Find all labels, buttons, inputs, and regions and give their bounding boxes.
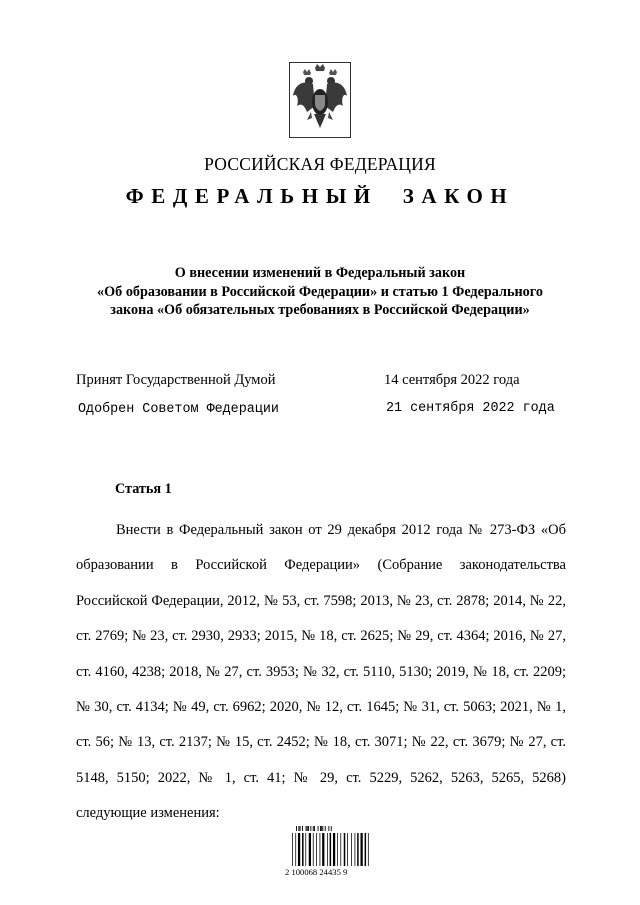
law-title-line: «Об образовании в Российской Федерации» и статью 1 Федерального (97, 283, 543, 300)
barcode-bar (292, 833, 293, 866)
barcode-header-bar (318, 826, 319, 831)
barcode-header-bar (310, 826, 311, 831)
barcode-bar (365, 833, 367, 866)
barcode-number: 2 100068 24435 9 (285, 867, 348, 877)
barcode-header-bar (302, 826, 303, 831)
barcode-bar (305, 833, 306, 866)
barcode-header-bar (308, 826, 309, 831)
barcode-header-bar (320, 826, 321, 831)
law-title-line: закона «Об обязательных требованиях в Российской Федерации» (110, 302, 530, 318)
barcode-bar (302, 833, 304, 866)
council-approval-label: Одобрен Советом Федерации (78, 402, 279, 417)
barcode-bar (327, 833, 328, 866)
barcode-bar (344, 833, 346, 866)
barcode-bar (316, 833, 317, 866)
barcode (284, 822, 372, 878)
barcode-header-bar (313, 826, 314, 831)
barcode-bar (298, 833, 300, 866)
barcode-bar (309, 833, 311, 866)
barcode-header-bar (296, 826, 297, 831)
barcode-bar (340, 833, 341, 866)
barcode-bar (337, 833, 338, 866)
law-title (60, 264, 580, 320)
barcode-bar (295, 833, 296, 866)
law-title-line: О внесении изменений в Федеральный закон (174, 265, 466, 281)
barcode-bar (361, 833, 363, 866)
barcode-bar (355, 833, 356, 866)
barcode-header-pattern (296, 826, 332, 831)
barcode-bar (322, 833, 324, 866)
barcode-bar (347, 833, 348, 866)
document-type: ФЕДЕРАЛЬНЫЙ ЗАКОН (125, 184, 515, 208)
barcode-header-bar (314, 826, 315, 831)
country-name: РОССИЙСКАЯ ФЕДЕРАЦИЯ (204, 154, 436, 174)
barcode-bar (333, 833, 335, 866)
barcode-bar (320, 833, 321, 866)
council-approval-date: 21 сентября 2022 года (386, 401, 555, 416)
barcode-bar (357, 833, 359, 866)
coat-of-arms-icon (289, 62, 351, 138)
barcode-header-bar (331, 826, 332, 831)
barcode-header-bar (307, 826, 308, 831)
barcode-header-bar (298, 826, 299, 831)
barcode-header-bar (328, 826, 329, 831)
duma-approval-label: Принят Государственной Думой (76, 372, 276, 388)
duma-approval-date: 14 сентября 2022 года (384, 372, 520, 388)
barcode-header-bar (325, 826, 326, 831)
barcode-bar (351, 833, 352, 866)
article-body: Внести в Федеральный закон от 29 декабря 2012 года № 273-ФЗ «Об образовании в Российской Федерации» (Собрание законодательства Российской Федерации, 2012, № 53, ст. 7598; 2013, № 23, ст. 2878; 2014, № 22, ст. 2769; № 23, ст. 2930, 2933; 2015, № 18, ст. 2625; № 29, ст. 4364; 2016, № 27, ст. 4160, 4238; 2018, № 27, ст. 3953; № 32, ст. 5110, 5130; 2019, № 18, ст. 2209; № 30, ст. 4134; № 49, ст. 6962; 2020, № 12, ст. 1645; № 31, ст. 5063; 2021, № 1, ст. 56; № 13, ст. 2137; № 15, ст. 2452; № 18, ст. 3071; № 22, ст. 3679; № 27, ст. 5148, 5150; 2022, № 1, ст. 41; № 29, ст. 5229, 5262, 5263, 5265, 5268) следующие изменения: (76, 522, 566, 822)
barcode-bar (368, 833, 369, 866)
barcode-header-bar (322, 826, 323, 831)
barcode-header-bar (306, 826, 307, 831)
article-heading: Статья 1 (115, 481, 172, 497)
barcode-bar (330, 833, 332, 866)
barcode-header-bar (321, 826, 322, 831)
barcode-bar (313, 833, 314, 866)
barcode-header-bar (300, 826, 301, 831)
barcode-bars (292, 833, 369, 866)
